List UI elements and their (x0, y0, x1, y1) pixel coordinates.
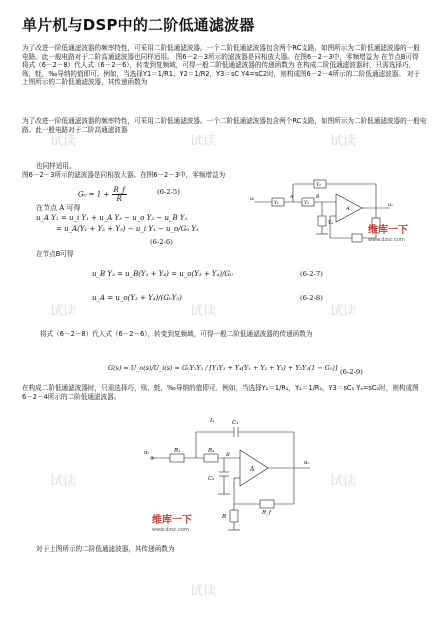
intro-paragraph: 为了改进一阶低通滤波器的频率特性，可采用二阶低通滤波器。一个二阶低通滤波器包含两个RC支路，如图所示为二阶低通滤波器的一般电路。此一般电路对于二阶高通滤波器也同样适用。 图6－2－3所示的滤波器是同相放大器。在图6－2－3中，零频增益为 在节点B可得 将式（6－2－8）代人式（6－2－6），转变到复频域，可得一般二阶低通滤波器的传递函数为 在构成二阶低通滤波器时，只需选择巧，殇，蚝，‰导纳的值即可。例如，当选择Y1＝1/R1，Y2＝1/R2，Y3＝sC Y4=sC2时，则构成图6－2－4所示的二阶低通滤波器。 对于上图所示的二阶低通滤波器，其传递函数为 (22, 44, 421, 87)
para3b-text: 图6－2－3所示的滤波器是同相放大器。在图6－2－3中，零频增益为 (22, 170, 226, 179)
logo-top-text: 维库一下 (368, 225, 408, 236)
c2-c2-label: C₂ (208, 476, 215, 482)
sixth-paragraph: 在构成二阶低通滤波器时，只需选择巧，殇，蚝，‰导纳的值即可。例如，当选择Y₁＝1/R₁，Y₂＝1/R₂，Y3＝sC₁ Y₄=sC₂时，则构成图6－2－4所示的二阶低通滤波器。 (22, 384, 419, 401)
watermark-5: 试读 (190, 304, 217, 319)
logo-bottom-text: 维库一下 (152, 515, 192, 526)
watermark-3: 试读 (330, 134, 357, 149)
equation-6-2-6-line1: u_A Y₁ = u_i Y₁ + u_A Y₃ − u_o Y₂ − u_B Y₃ (36, 214, 188, 222)
c2-node-b-label: B (226, 452, 230, 458)
equation-6-2-9: G(s) = U_o(s)/U_i(s) = G₀Y₁Y₃ / [Y₁Y₃ + Y₄(Y₁ + Y₂ + Y₃) + Y₂Y₃(1 − G₀)] (108, 364, 338, 372)
equation-6-2-7: u_B Y₃ = u_B(Y₃ + Y₄) = u_o(Y₃ + Y₄)/G₀ (92, 270, 233, 278)
brand-logo-bottom (152, 508, 192, 533)
fifth-paragraph: 将式（6－2－8）代人式（6－2－6），转变到复频域，可得一般二阶低通滤波器的传递函数为 (40, 330, 313, 338)
c1-node-b-label: B (316, 195, 320, 200)
c2-rf-label: R_f (262, 510, 271, 516)
seventh-paragraph: 对于上图所示的二阶低通滤波器，其传递函数为 (36, 545, 175, 553)
c2-r2-label: R₂ (208, 448, 215, 454)
watermark-4: 试读 (50, 304, 77, 319)
c2-op-label: A (250, 466, 255, 473)
c1-y1-label: Y₁ (274, 201, 279, 206)
equation-6-2-8: u_A = u_o(Y₃ + Y₄)/(G₀Y₃) (92, 294, 182, 302)
third-paragraph (22, 162, 246, 179)
eq-629-number: (6-2-9) (340, 368, 363, 376)
para3a-text: 也同样适用。 (36, 162, 76, 170)
watermark-1: 试读 (50, 134, 77, 149)
page-title: 单片机与DSP中的二阶低通滤波器 (22, 16, 255, 34)
watermark-9: 试读 (190, 584, 217, 599)
c1-node-a-label: A (290, 195, 294, 200)
c2-i1-label: I₁ (210, 418, 215, 424)
c2-ui-label: uᵢ (144, 450, 149, 456)
logo-top-url: www.dzsc.com (368, 237, 405, 243)
equation-6-2-5 (78, 186, 127, 203)
eq-625-frac (112, 186, 127, 203)
watermark-6: 试读 (330, 304, 357, 319)
brand-logo-top (368, 218, 408, 243)
watermark-2: 试读 (190, 134, 217, 149)
c2-uo-label: uₒ (304, 460, 310, 466)
equation-6-2-6-line2: = u_A(Y₁ + Y₂ + Y₃) − u_i Y₁ − u_o/G₀ Y₃ (56, 225, 199, 233)
c1-uo-label: uₒ (388, 202, 394, 208)
eq-625-num: R_f (113, 186, 125, 194)
c1-op-label: A (346, 206, 350, 212)
eq-626-number: (6-2-6) (150, 238, 173, 246)
node-b-label: 在节点B可得 (36, 250, 74, 258)
watermark-7: 试读 (50, 474, 77, 489)
c1-y4-label: Y₄ (328, 221, 333, 226)
c1-ui-label: uᵢ (250, 196, 255, 202)
eq-625-number: (6-2-5) (157, 188, 180, 196)
second-paragraph: 为了改进一阶低通滤波器的频率特性，可采用二阶低通滤波器。一个二阶低通滤波器包含两个RC支路，如图所示为二阶低通滤波器的一般电路。此一般电路对于二阶高通滤波器 (22, 117, 427, 134)
c2-r-label: R (222, 514, 227, 520)
eq-625-den: R (116, 195, 122, 203)
c2-r1-label: R₁ (174, 448, 181, 454)
c2-c1-label: C₁ (232, 420, 239, 426)
node-a-label: 在节点 A 可得 (36, 204, 81, 212)
c1-y2-label: Y₂ (316, 183, 321, 188)
eq-625-lhs: G₀ = 1 + (78, 190, 110, 199)
c1-y3-label: Y₃ (304, 201, 309, 206)
watermark-8: 试读 (330, 474, 357, 489)
logo-bottom-url: www.dzsc.com (152, 527, 189, 533)
eq-627-number: (6-2-7) (300, 270, 323, 278)
eq-628-number: (6-2-8) (300, 294, 323, 302)
